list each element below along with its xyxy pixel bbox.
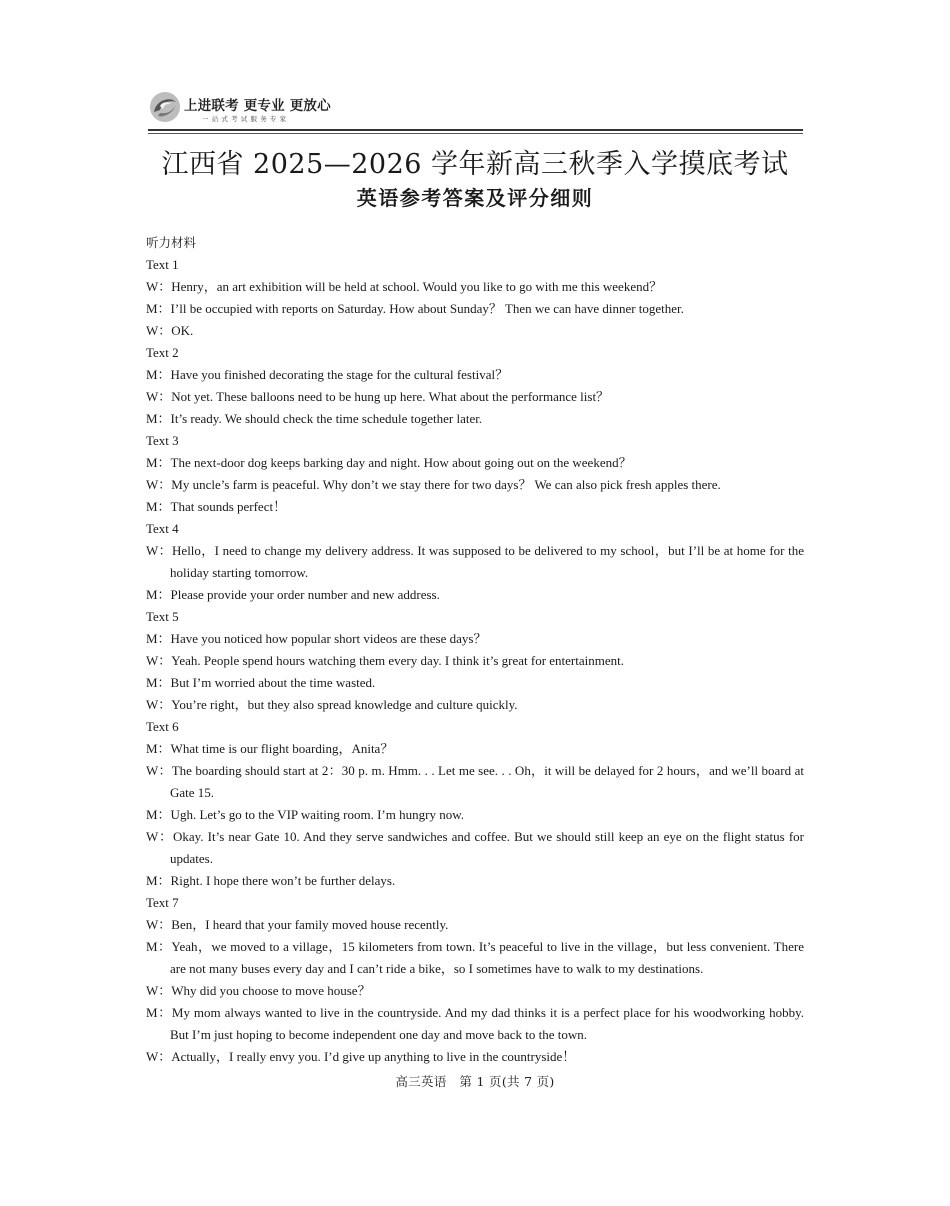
dialogue-line: M：My mom always wanted to live in the countryside. And my dad thinks it is a perfect place for his woodworking hobby. But I’m just hoping to become independent one day and move back to the town.	[146, 1005, 804, 1042]
dialogue-line: W：Hello，I need to change my delivery address. It was supposed to be delivered to my school，but I’ll be at home for the holiday starting tomorrow.	[146, 543, 804, 580]
transcript-block	[146, 342, 804, 430]
transcript-block	[146, 892, 804, 1068]
transcript-block	[146, 430, 804, 518]
dialogue-line: M：It’s ready. We should check the time schedule together later.	[146, 411, 483, 426]
logo-swirl-icon	[148, 90, 182, 124]
transcript-block	[146, 606, 804, 716]
dialogue-line: W：OK.	[146, 323, 194, 338]
dialogue-line: W：Yeah. People spend hours watching them every day. I think it’s great for entertainment.	[146, 653, 624, 668]
dialogue-line: M：Ugh. Let’s go to the VIP waiting room. I’m hungry now.	[146, 807, 464, 822]
text-label: Text 3	[146, 433, 179, 448]
dialogue-line: M：Right. I hope there won’t be further delays.	[146, 873, 396, 888]
dialogue-line: W：Actually，I really envy you. I’d give up anything to live in the countryside！	[146, 1049, 576, 1064]
text-label: Text 6	[146, 719, 179, 734]
dialogue-line: W：Okay. It’s near Gate 10. And they serve sandwiches and coffee. But we should still keep an eye on the flight status for updates.	[146, 829, 804, 866]
page-footer: 高三英语 第 1 页(共 7 页)	[395, 1074, 555, 1089]
dialogue-line: W：The boarding should start at 2：30 p. m. Hmm. . . Let me see. . . Oh，it will be delayed for 2 hours，and we’ll board at Gate 15.	[146, 763, 804, 800]
dialogue-line: W：You’re right，but they also spread knowledge and culture quickly.	[146, 697, 518, 712]
dialogue-line: M：What time is our flight boarding，Anita？	[146, 741, 394, 756]
dialogue-line: W：Henry，an art exhibition will be held at school. Would you like to go with me this weekend？	[146, 279, 663, 294]
text-label: Text 4	[146, 521, 179, 536]
transcript-block	[146, 518, 804, 606]
section-heading: 听力材料	[146, 235, 197, 250]
transcript-block	[146, 254, 804, 342]
exam-subtitle: 英语参考答案及评分细则	[356, 186, 594, 210]
dialogue-line: W：Ben，I heard that your family moved house recently.	[146, 917, 449, 932]
header-divider-thin	[148, 133, 803, 134]
header-logo	[148, 90, 408, 126]
listening-material	[146, 232, 804, 1068]
text-label: Text 7	[146, 895, 179, 910]
dialogue-line: M：Please provide your order number and new address.	[146, 587, 440, 602]
dialogue-line: M：Yeah，we moved to a village，15 kilometers from town. It’s peaceful to live in the village，but less convenient. There are not many buses every day and I can’t ride a bike，so I sometimes have to walk to my destinations.	[146, 939, 804, 976]
text-label: Text 2	[146, 345, 179, 360]
dialogue-line: M：I’ll be occupied with reports on Saturday. How about Sunday？ Then we can have dinner together.	[146, 301, 684, 316]
dialogue-line: W：Not yet. These balloons need to be hung up here. What about the performance list？	[146, 389, 610, 404]
dialogue-line: W：Why did you choose to move house？	[146, 983, 371, 998]
dialogue-line: W：My uncle’s farm is peaceful. Why don’t we stay there for two days？ We can also pick fresh apples there.	[146, 477, 721, 492]
logo-sub-slogan: 一站式考试服务专家	[202, 115, 290, 123]
header-divider-thick	[148, 129, 803, 131]
dialogue-line: M：The next-door dog keeps barking day and night. How about going out on the weekend？	[146, 455, 632, 470]
dialogue-line: M：But I’m worried about the time wasted.	[146, 675, 376, 690]
text-label: Text 5	[146, 609, 179, 624]
dialogue-line: M：Have you noticed how popular short videos are these days？	[146, 631, 487, 646]
transcript-block	[146, 716, 804, 892]
exam-title: 江西省 2025—2026 学年新高三秋季入学摸底考试	[161, 149, 789, 180]
logo-slogan: 上进联考 更专业 更放心	[184, 98, 331, 114]
dialogue-line: M：Have you finished decorating the stage for the cultural festival？	[146, 367, 509, 382]
transcript-list	[146, 254, 804, 1068]
dialogue-line: M：That sounds perfect！	[146, 499, 287, 514]
text-label: Text 1	[146, 257, 179, 272]
